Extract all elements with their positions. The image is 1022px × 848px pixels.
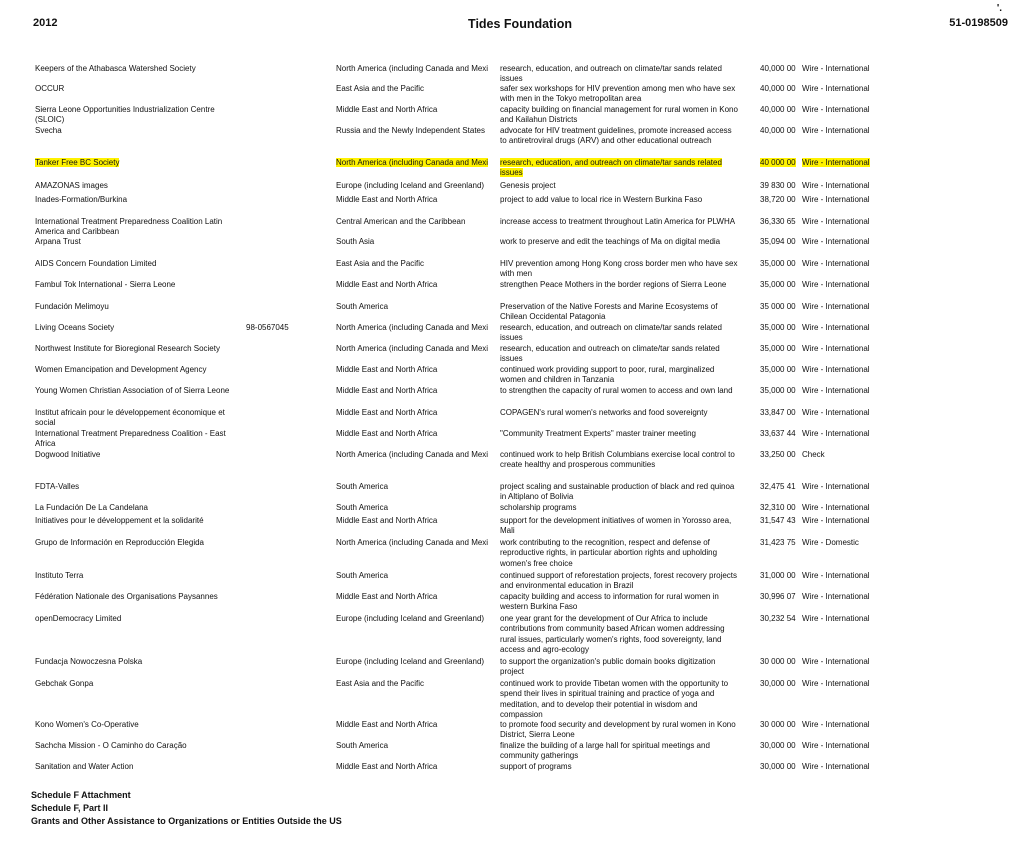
grant-amount: 32,475 41 bbox=[760, 482, 796, 491]
grant-amount: 35,000 00 bbox=[760, 365, 796, 374]
grant-purpose: support of programs bbox=[500, 762, 572, 771]
payment-method: Wire - International bbox=[802, 614, 870, 623]
payment-method: Wire - International bbox=[802, 571, 870, 580]
grant-purpose: increase access to treatment throughout Latin America for PLWHA bbox=[500, 217, 736, 226]
grantee-name: Svecha bbox=[35, 126, 62, 135]
grantee-region: East Asia and the Pacific bbox=[336, 679, 425, 688]
grant-amount: 40 000 00 bbox=[760, 158, 796, 167]
payment-method: Wire - International bbox=[802, 344, 870, 353]
grantee-region: North America (including Canada and Mexi bbox=[336, 344, 489, 353]
grant-purpose: research, education, and outreach on climate/tar sands related issues bbox=[500, 158, 722, 178]
grantee-name: AMAZONAS images bbox=[35, 181, 108, 190]
grant-purpose: research, education, and outreach on climate/tar sands related issues bbox=[500, 323, 722, 343]
grantee-region: North America (including Canada and Mexi bbox=[336, 323, 489, 332]
payment-method: Wire - International bbox=[802, 516, 870, 525]
grantee-region: Middle East and North Africa bbox=[336, 105, 438, 114]
grant-purpose: advocate for HIV treatment guidelines, promote increased access to antiretroviral drugs (ARV) and other educational outreach bbox=[500, 126, 732, 146]
grantee-name: Kono Women's Co-Operative bbox=[35, 720, 139, 729]
grantee-name: Grupo de Información en Reproducción Elegida bbox=[35, 538, 204, 547]
grantee-region: North America (including Canada and Mexi bbox=[336, 158, 489, 167]
grantee-name: Living Oceans Society bbox=[35, 323, 115, 332]
grantee-name: Dogwood Initiative bbox=[35, 450, 101, 459]
grant-purpose: to support the organization's public domain books digitization project bbox=[500, 657, 716, 677]
grant-amount: 40,000 00 bbox=[760, 84, 796, 93]
payment-method: Wire - International bbox=[802, 429, 870, 438]
grantee-region: South America bbox=[336, 302, 389, 311]
grantee-name: Initiatives pour le développement et la solidarité bbox=[35, 516, 204, 525]
grantee-region: South Asia bbox=[336, 237, 375, 246]
grantee-region: Russia and the Newly Independent States bbox=[336, 126, 485, 135]
payment-method: Wire - International bbox=[802, 482, 870, 491]
grant-purpose: to strengthen the capacity of rural women to access and own land bbox=[500, 386, 733, 395]
grant-amount: 30,232 54 bbox=[760, 614, 796, 623]
grantee-name: Keepers of the Athabasca Watershed Society bbox=[35, 64, 196, 73]
grantee-region: Middle East and North Africa bbox=[336, 386, 438, 395]
grant-purpose: safer sex workshops for HIV prevention among men who have sex with men in the Tokyo metropolitan area bbox=[500, 84, 736, 104]
grant-amount: 36,330 65 bbox=[760, 217, 796, 226]
grantee-name: Inades-Formation/Burkina bbox=[35, 195, 128, 204]
grant-purpose: project to add value to local rice in Western Burkina Faso bbox=[500, 195, 703, 204]
grantee-name: Tanker Free BC Society bbox=[35, 158, 120, 167]
grant-amount: 30 000 00 bbox=[760, 657, 796, 666]
grant-amount: 40,000 00 bbox=[760, 126, 796, 135]
payment-method: Wire - International bbox=[802, 280, 870, 289]
payment-method: Wire - International bbox=[802, 323, 870, 332]
grantee-region: Central American and the Caribbean bbox=[336, 217, 466, 226]
grantee-name: AIDS Concern Foundation Limited bbox=[35, 259, 157, 268]
grant-amount: 35,094 00 bbox=[760, 237, 796, 246]
footer-line-2: Schedule F, Part II bbox=[31, 803, 109, 813]
grantee-region: North America (including Canada and Mexi bbox=[336, 450, 489, 459]
grant-amount: 30,000 00 bbox=[760, 741, 796, 750]
grantee-name: Sanitation and Water Action bbox=[35, 762, 134, 771]
grant-purpose: research, education, and outreach on climate/tar sands related issues bbox=[500, 64, 722, 84]
filer-ein: 51-0198509 bbox=[949, 17, 1008, 29]
grant-purpose: strengthen Peace Mothers in the border regions of Sierra Leone bbox=[500, 280, 727, 289]
grant-purpose: finalize the building of a large hall for spiritual meetings and community gatherings bbox=[500, 741, 710, 761]
grantee-name: Fundación Melimoyu bbox=[35, 302, 109, 311]
payment-method: Wire - International bbox=[802, 181, 870, 190]
payment-method: Wire - International bbox=[802, 237, 870, 246]
grantee-name: openDemocracy Limited bbox=[35, 614, 122, 623]
payment-method: Wire - International bbox=[802, 217, 870, 226]
payment-method: Wire - International bbox=[802, 762, 870, 771]
grant-amount: 40,000 00 bbox=[760, 64, 796, 73]
grant-purpose: COPAGEN's rural women's networks and food sovereignty bbox=[500, 408, 708, 417]
grant-amount: 30,000 00 bbox=[760, 762, 796, 771]
grantee-region: Middle East and North Africa bbox=[336, 592, 438, 601]
grant-purpose: Genesis project bbox=[500, 181, 556, 190]
grantee-name: Gebchak Gonpa bbox=[35, 679, 94, 688]
grant-amount: 35,000 00 bbox=[760, 386, 796, 395]
grant-purpose: continued work providing support to poor, rural, marginalized women and children in Tanzania bbox=[500, 365, 715, 385]
corner-mark: '. bbox=[996, 3, 1002, 14]
grantee-name: Fundacja Nowoczesna Polska bbox=[35, 657, 143, 666]
tax-year: 2012 bbox=[33, 17, 58, 29]
grant-purpose: work to preserve and edit the teachings of Ma on digital media bbox=[500, 237, 721, 246]
payment-method: Wire - International bbox=[802, 592, 870, 601]
footer-line-3: Grants and Other Assistance to Organizations or Entities Outside the US bbox=[31, 816, 342, 826]
payment-method: Wire - International bbox=[802, 386, 870, 395]
grant-amount: 32,310 00 bbox=[760, 503, 796, 512]
grant-amount: 33,637 44 bbox=[760, 429, 796, 438]
grant-purpose: support for the development initiatives of women in Yorosso area, Mali bbox=[500, 516, 732, 536]
grantee-name: Fédération Nationale des Organisations Paysannes bbox=[35, 592, 218, 601]
grantee-name: International Treatment Preparedness Coalition - East Africa bbox=[35, 429, 226, 449]
grantee-name: La Fundación De La Candelana bbox=[35, 503, 148, 512]
grant-amount: 33,847 00 bbox=[760, 408, 796, 417]
grantee-region: Middle East and North Africa bbox=[336, 280, 438, 289]
grantee-region: Middle East and North Africa bbox=[336, 762, 438, 771]
payment-method: Wire - International bbox=[802, 741, 870, 750]
footer-line-1: Schedule F Attachment bbox=[31, 790, 131, 800]
grantee-name: Instituto Terra bbox=[35, 571, 84, 580]
payment-method: Wire - International bbox=[802, 408, 870, 417]
grantee-name: Fambul Tok International - Sierra Leone bbox=[35, 280, 176, 289]
grantee-region: Middle East and North Africa bbox=[336, 429, 438, 438]
grant-purpose: capacity building and access to information for rural women in western Burkina Faso bbox=[500, 592, 719, 612]
grant-purpose: continued support of reforestation projects, forest recovery projects and environmental education in Brazil bbox=[500, 571, 738, 591]
grantee-name: Northwest Institute for Bioregional Research Society bbox=[35, 344, 220, 353]
grant-purpose: scholarship programs bbox=[500, 503, 577, 512]
grant-purpose: project scaling and sustainable production of black and red quinoa in Altiplano of Bolivia bbox=[500, 482, 735, 502]
grant-amount: 35,000 00 bbox=[760, 323, 796, 332]
payment-method: Wire - International bbox=[802, 720, 870, 729]
grantee-region: Middle East and North Africa bbox=[336, 408, 438, 417]
grant-amount: 33,250 00 bbox=[760, 450, 796, 459]
payment-method: Wire - International bbox=[802, 105, 870, 114]
grant-amount: 35,000 00 bbox=[760, 280, 796, 289]
grantee-region: Europe (including Iceland and Greenland) bbox=[336, 181, 485, 190]
grantee-region: North America (including Canada and Mexi bbox=[336, 64, 489, 73]
grant-amount: 30 000 00 bbox=[760, 720, 796, 729]
grant-purpose: HIV prevention among Hong Kong cross border men who have sex with men bbox=[500, 259, 738, 279]
grant-amount: 38,720 00 bbox=[760, 195, 796, 204]
payment-method: Wire - International bbox=[802, 503, 870, 512]
grant-amount: 39 830 00 bbox=[760, 181, 796, 190]
payment-method: Wire - International bbox=[802, 158, 870, 167]
grantee-name: Sierra Leone Opportunities Industrialization Centre (SLOIC) bbox=[35, 105, 215, 125]
payment-method: Wire - International bbox=[802, 657, 870, 666]
payment-method: Wire - International bbox=[802, 302, 870, 311]
grantee-region: North America (including Canada and Mexi bbox=[336, 538, 489, 547]
grant-amount: 40,000 00 bbox=[760, 105, 796, 114]
grant-purpose: capacity building on financial management for rural women in Kono and Kailahun Districts bbox=[500, 105, 738, 125]
grant-amount: 31,423 75 bbox=[760, 538, 796, 547]
grantee-name: Women Emancipation and Development Agency bbox=[35, 365, 207, 374]
grant-amount: 35,000 00 bbox=[760, 344, 796, 353]
grantee-region: Middle East and North Africa bbox=[336, 195, 438, 204]
grant-purpose: continued work to provide Tibetan women with the opportunity to spend their lives in spiritual training and practice of yoga and meditation, and to develop their potential in wisdom and compassion bbox=[500, 679, 729, 720]
payment-method: Wire - Domestic bbox=[802, 538, 859, 547]
grantee-name: Institut africain pour le développement économique et social bbox=[35, 408, 225, 428]
grantee-region: South America bbox=[336, 571, 389, 580]
grantee-ein: 98-0567045 bbox=[246, 323, 289, 332]
grant-amount: 31,000 00 bbox=[760, 571, 796, 580]
grantee-region: South America bbox=[336, 741, 389, 750]
payment-method: Wire - International bbox=[802, 195, 870, 204]
grant-amount: 30,000 00 bbox=[760, 679, 796, 688]
grantee-region: South America bbox=[336, 482, 389, 491]
grant-purpose: one year grant for the development of Our Africa to include contributions from community based African women addressing rural issues, particularly women's rights, food sovereignty, land access and agro-ecology bbox=[500, 614, 725, 655]
grantee-region: Middle East and North Africa bbox=[336, 365, 438, 374]
payment-method: Check bbox=[802, 450, 825, 459]
page-title: Tides Foundation bbox=[468, 17, 572, 31]
payment-method: Wire - International bbox=[802, 259, 870, 268]
grantee-region: East Asia and the Pacific bbox=[336, 84, 425, 93]
grantee-name: Sachcha Mission - O Caminho do Caração bbox=[35, 741, 187, 750]
payment-method: Wire - International bbox=[802, 64, 870, 73]
grantee-name: Arpana Trust bbox=[35, 237, 81, 246]
payment-method: Wire - International bbox=[802, 679, 870, 688]
grantee-region: South America bbox=[336, 503, 389, 512]
grant-amount: 31,547 43 bbox=[760, 516, 796, 525]
grantee-name: OCCUR bbox=[35, 84, 65, 93]
grant-purpose: to promote food security and development by rural women in Kono District, Sierra Leone bbox=[500, 720, 736, 740]
grantee-name: FDTA-Valles bbox=[35, 482, 80, 491]
payment-method: Wire - International bbox=[802, 365, 870, 374]
payment-method: Wire - International bbox=[802, 126, 870, 135]
grantee-name: Young Women Christian Association of of Sierra Leone bbox=[35, 386, 230, 395]
grant-amount: 30,996 07 bbox=[760, 592, 796, 601]
grant-purpose: continued work to help British Columbians exercise local control to create healthy and prosperous communities bbox=[500, 450, 735, 470]
grant-amount: 35 000 00 bbox=[760, 302, 796, 311]
grantee-region: Europe (including Iceland and Greenland) bbox=[336, 614, 485, 623]
grant-purpose: research, education and outreach on climate/tar sands related issues bbox=[500, 344, 720, 364]
grant-purpose: "Community Treatment Experts" master trainer meeting bbox=[500, 429, 696, 438]
grant-purpose: Preservation of the Native Forests and Marine Ecosystems of Chilean Occidental Patagonia bbox=[500, 302, 718, 322]
payment-method: Wire - International bbox=[802, 84, 870, 93]
grantee-region: Europe (including Iceland and Greenland) bbox=[336, 657, 485, 666]
grantee-name: International Treatment Preparedness Coalition Latin America and Caribbean bbox=[35, 217, 223, 237]
grantee-region: East Asia and the Pacific bbox=[336, 259, 425, 268]
grantee-region: Middle East and North Africa bbox=[336, 720, 438, 729]
grant-amount: 35,000 00 bbox=[760, 259, 796, 268]
grant-purpose: work contributing to the recognition, respect and defense of reproductive rights, in particular abortion rights and upholding women's free choice bbox=[500, 538, 718, 568]
grantee-region: Middle East and North Africa bbox=[336, 516, 438, 525]
